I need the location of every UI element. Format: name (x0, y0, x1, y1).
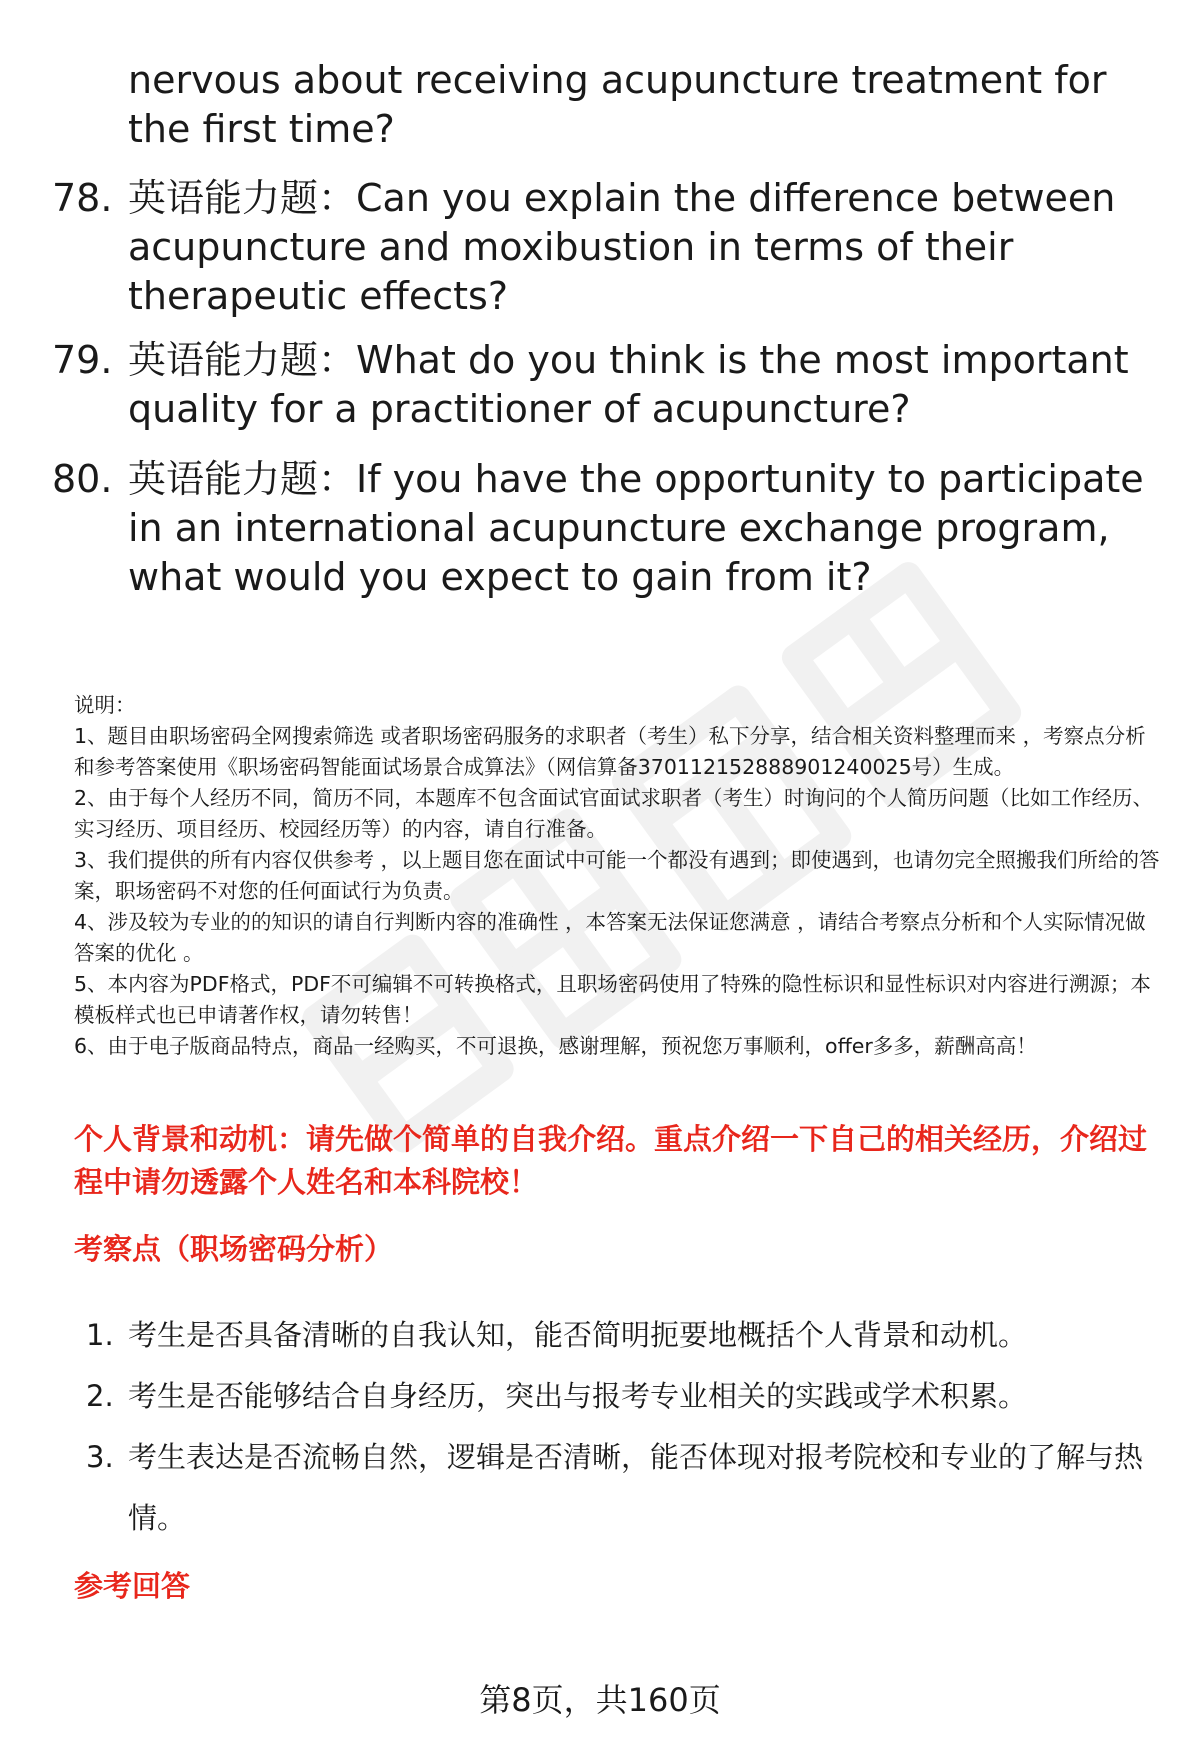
note-item: 5、本内容为PDF格式，PDF不可编辑不可转换格式，且职场密码使用了特殊的隐性标识和显性标识对内容进行溯源；本模板样式也已申请著作权，请勿转售！ (74, 972, 1151, 1027)
section-title: 个人背景和动机：请先做个简单的自我介绍。重点介绍一下自己的相关经历，介绍过程中请勿透露个人姓名和本科院校！ (74, 1122, 1148, 1199)
note-item: 2、由于每个人经历不同，简历不同，本题库不包含面试官面试求职者（考生）时询问的个人简历问题（比如工作经历、实习经历、项目经历、校园经历等）的内容，请自行准备。 (74, 786, 1154, 841)
question-text (128, 455, 1160, 602)
point-text: 考生表达是否流畅自然，逻辑是否清晰，能否体现对报考院校和专业的了解与热情。 (128, 1440, 1144, 1535)
point-number: 2. (86, 1379, 114, 1413)
question-77-continuation: nervous about receiving acupuncture treatment for the first time? (128, 58, 1107, 151)
question-number: 80. (52, 457, 113, 501)
notes-section (74, 690, 1164, 1062)
question-prefix: 英语能力题： (128, 176, 357, 220)
question-text (128, 336, 1160, 434)
analysis-point (74, 1427, 1164, 1549)
question-body: If you have the opportunity to participate in an international acupuncture exchange program, what would you expect to gain from it? (128, 457, 1144, 599)
question-body: What do you think is the most important quality for a practitioner of acupuncture? (128, 338, 1129, 431)
note-item: 3、我们提供的所有内容仅供参考 ，以上题目您在面试中可能一个都没有遇到；即使遇到，也请勿完全照搬我们所给的答案，职场密码不对您的任何面试行为负责。 (74, 848, 1160, 903)
question-number: 79. (52, 338, 113, 382)
point-number: 3. (86, 1440, 114, 1474)
reference-title: 参考回答 (74, 1569, 191, 1603)
note-item: 4、涉及较为专业的的知识的请自行判断内容的准确性 ，本答案无法保证您满意 ，请结合考察点分析和个人实际情况做答案的优化 。 (74, 910, 1146, 965)
point-text: 考生是否能够结合自身经历，突出与报考专业相关的实践或学术积累。 (128, 1379, 1028, 1413)
page-footer: 第8页，共160页 (479, 1681, 721, 1719)
notes-title: 说明： (74, 693, 136, 717)
analysis-point (74, 1366, 1164, 1427)
analysis-point (74, 1305, 1164, 1366)
question-prefix: 英语能力题： (128, 338, 357, 382)
analysis-points (74, 1305, 1164, 1549)
question-text (128, 174, 1160, 321)
note-item: 1、题目由职场密码全网搜索筛选 或者职场密码服务的求职者（考生）私下分享，结合相关资料整理而来 ，考察点分析和参考答案使用《职场密码智能面试场景合成算法》（网信算备370112152888901240025号）生成。 (74, 724, 1146, 779)
question-body: Can you explain the difference between acupuncture and moxibustion in terms of their therapeutic effects? (128, 176, 1116, 318)
point-number: 1. (86, 1318, 114, 1352)
note-item: 6、由于电子版商品特点，商品一经购买，不可退换，感谢理解，预祝您万事顺利，offer多多，薪酬高高！ (74, 1034, 1037, 1058)
analysis-title: 考察点（职场密码分析） (74, 1232, 394, 1266)
question-number: 78. (52, 176, 113, 220)
question-prefix: 英语能力题： (128, 457, 357, 501)
point-text: 考生是否具备清晰的自我认知，能否简明扼要地概括个人背景和动机。 (128, 1318, 1028, 1352)
